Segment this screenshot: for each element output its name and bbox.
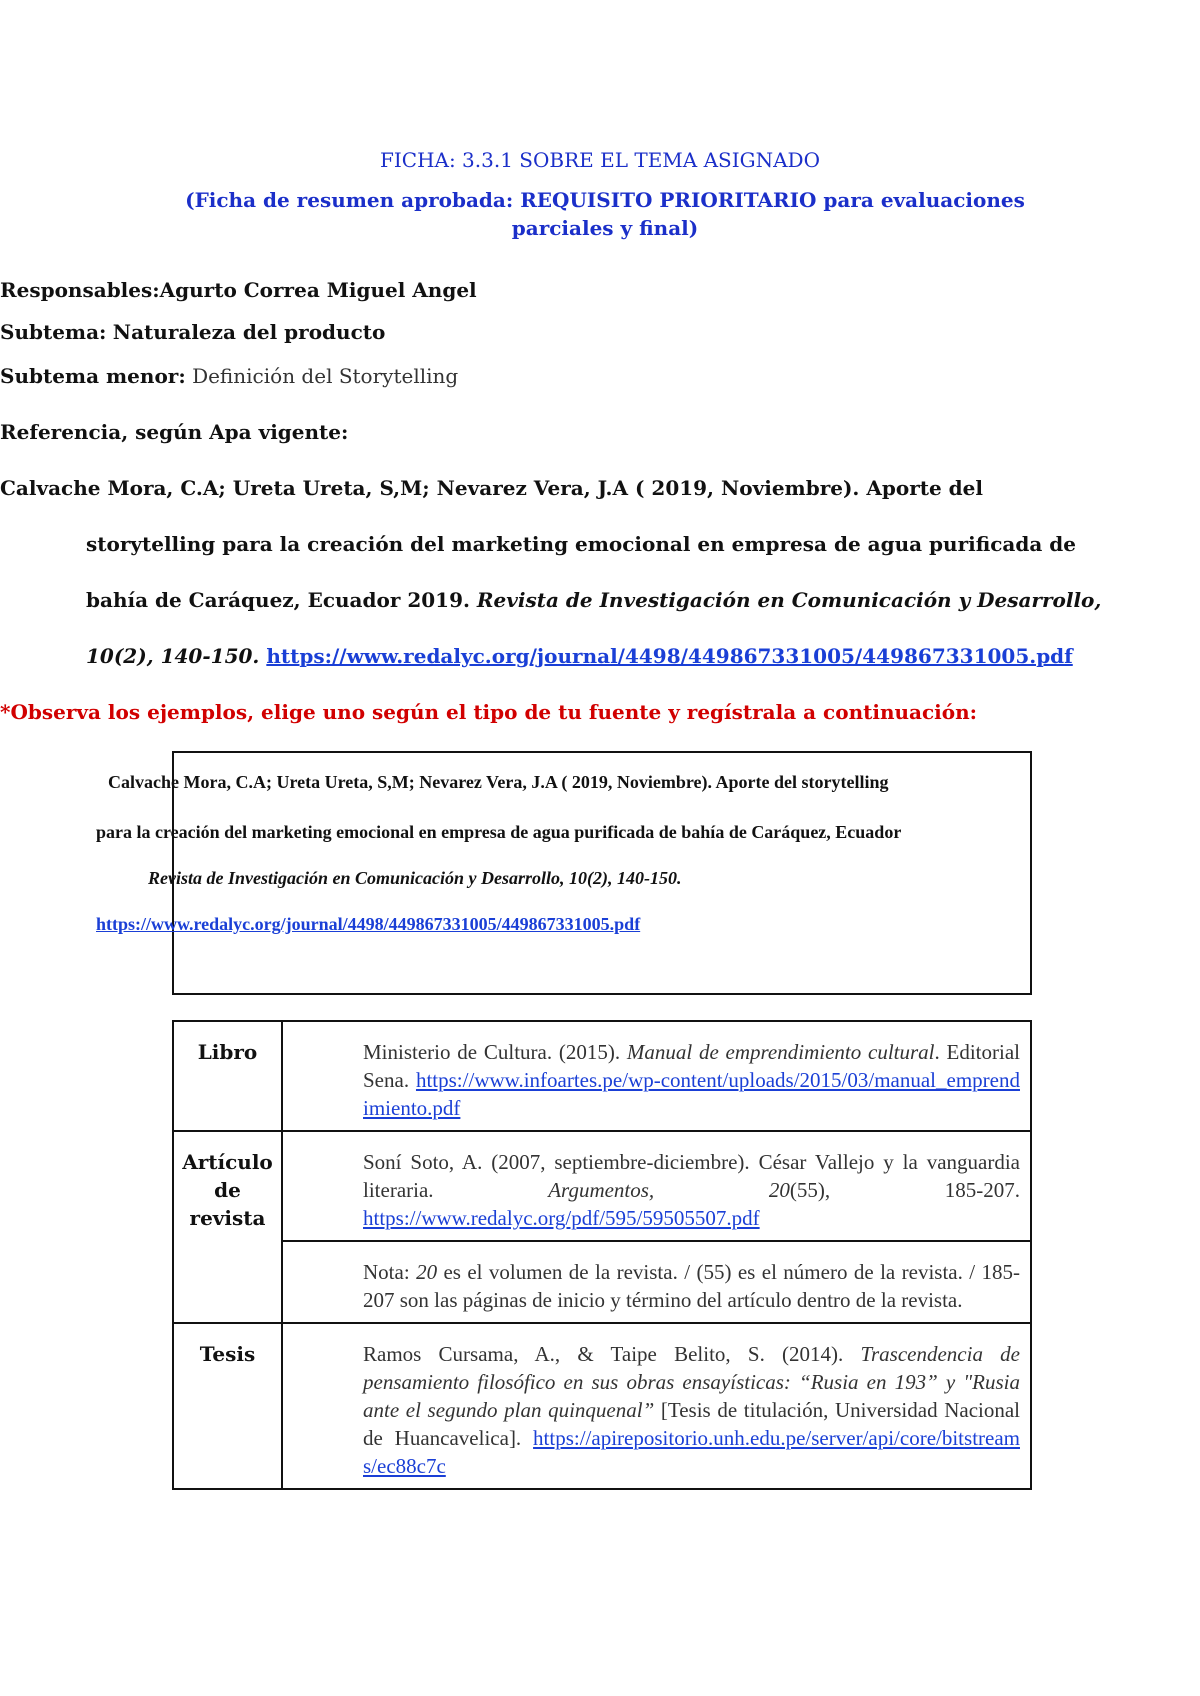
responsables-label: Responsables: bbox=[0, 278, 160, 302]
nota-volume: 20 bbox=[416, 1260, 438, 1284]
reference-line-3 bbox=[86, 588, 1101, 612]
reference-line-1: Calvache Mora, C.A; Ureta Ureta, S,M; Nevarez Vera, J.A ( 2019, Noviembre). Aporte del bbox=[0, 476, 983, 500]
subtema-menor-value: Definición del Storytelling bbox=[192, 364, 459, 388]
libro-publisher: . Editorial Sena. bbox=[363, 1040, 1020, 1092]
reference-line-2: storytelling para la creación del marketing emocional en empresa de agua purificada de bbox=[86, 532, 1076, 556]
table-row bbox=[173, 1241, 1031, 1323]
nota-prefix: Nota: bbox=[363, 1260, 417, 1284]
tesis-link[interactable]: https://apirepositorio.unh.edu.pe/server/api/core/bitstreams/ec88c7c bbox=[363, 1426, 1020, 1478]
table-row bbox=[173, 1323, 1031, 1489]
subtema-field bbox=[0, 320, 385, 344]
instruction-text: *Observa los ejemplos, elige uno según el tipo de tu fuente y regístrala a continuación: bbox=[0, 700, 978, 724]
table-row bbox=[173, 1131, 1031, 1241]
responsables-value: Agurto Correa Miguel Angel bbox=[159, 278, 477, 302]
articulo-author: Soní Soto, A. (2007, septiembre-diciembre). César Vallejo y la vanguardia literaria. bbox=[363, 1150, 1020, 1202]
reference-line-3-text: bahía de Caráquez, Ecuador 2019. bbox=[86, 588, 477, 612]
referencia-label: Referencia, según Apa vigente: bbox=[0, 420, 349, 444]
ref-box-line-1: Calvache Mora, C.A; Ureta Ureta, S,M; Nevarez Vera, J.A ( 2019, Noviembre). Aporte del storytelling bbox=[108, 772, 889, 792]
desc-cell-articulo bbox=[282, 1131, 1031, 1241]
reference-volume: 10(2), 140-150. bbox=[86, 644, 260, 668]
reference-line-4 bbox=[86, 644, 1073, 668]
subtema-value: Naturaleza del producto bbox=[112, 320, 386, 344]
responsables-field bbox=[0, 278, 477, 302]
referencia-field bbox=[0, 420, 348, 444]
libro-link[interactable]: https://www.infoartes.pe/wp-content/uploads/2015/03/manual_emprendimiento.pdf bbox=[363, 1068, 1020, 1120]
tesis-author: Ramos Cursama, A., & Taipe Belito, S. (2014). bbox=[363, 1342, 861, 1366]
nota-text: es el volumen de la revista. / (55) es el número de la revista. / 185-207 son las páginas de inicio y término del artículo dentro de la revista. bbox=[363, 1260, 1020, 1312]
reference-journal: Revista de Investigación en Comunicación y Desarrollo, bbox=[476, 588, 1102, 612]
articulo-pages: (55), 185-207. bbox=[789, 1178, 1021, 1202]
type-cell-tesis: Tesis bbox=[173, 1323, 282, 1489]
document-subtitle: (Ficha de resumen aprobada: REQUISITO PRIORITARIO para evaluaciones parciales y final) bbox=[185, 188, 1025, 240]
articulo-link[interactable]: https://www.redalyc.org/pdf/595/59505507.pdf bbox=[363, 1206, 760, 1230]
desc-cell-nota bbox=[282, 1241, 1031, 1323]
table-row bbox=[173, 1021, 1031, 1131]
reference-link[interactable]: https://www.redalyc.org/journal/4498/449867331005/449867331005.pdf bbox=[266, 644, 1073, 668]
subtema-menor-label: Subtema menor: bbox=[0, 364, 186, 388]
desc-cell-libro bbox=[282, 1021, 1031, 1131]
examples-table bbox=[172, 1020, 1032, 1490]
subtema-label: Subtema: bbox=[0, 320, 107, 344]
type-cell-libro: Libro bbox=[173, 1021, 282, 1131]
ref-box-link[interactable]: https://www.redalyc.org/journal/4498/449867331005/449867331005.pdf bbox=[96, 914, 641, 934]
tesis-institution: [Tesis de titulación, Universidad Nacional de Huancavelica]. bbox=[363, 1398, 1020, 1450]
ref-box-line-3: Revista de Investigación en Comunicación y Desarrollo, 10(2), 140-150. bbox=[148, 868, 682, 888]
articulo-journal: Argumentos, 20 bbox=[548, 1178, 790, 1202]
document-title: FICHA: 3.3.1 SOBRE EL TEMA ASIGNADO bbox=[380, 148, 820, 172]
subtema-menor-field bbox=[0, 364, 458, 388]
ref-box-line-2: para la creación del marketing emocional en empresa de agua purificada de bahía de Caráquez, Ecuador bbox=[96, 822, 902, 842]
libro-title: Manual de emprendimiento cultural bbox=[626, 1040, 935, 1064]
libro-author: Ministerio de Cultura. (2015). bbox=[363, 1040, 627, 1064]
tesis-title: Trascendencia de pensamiento filosófico en sus obras ensayísticas: “Rusia en 193” y "Rusia ante el segundo plan quinquenal” bbox=[363, 1342, 1020, 1422]
type-cell-articulo: Artículo de revista bbox=[173, 1131, 282, 1323]
desc-cell-tesis bbox=[282, 1323, 1031, 1489]
